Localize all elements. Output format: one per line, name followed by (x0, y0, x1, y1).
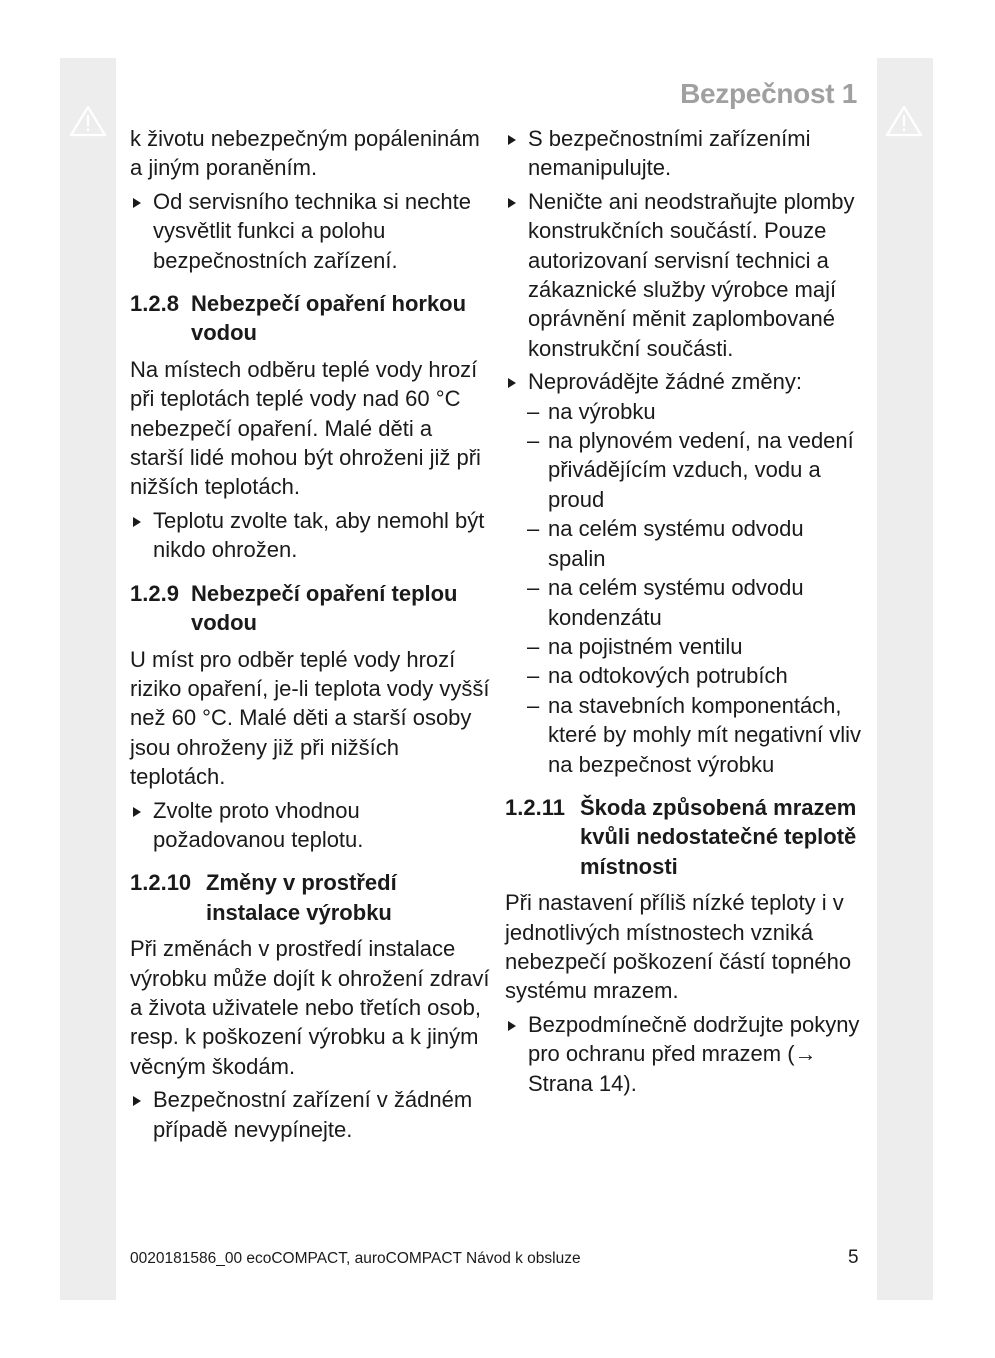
instruction-bullet (505, 1010, 865, 1098)
section-number: 1.2.10 (130, 870, 192, 896)
instruction-bullet (130, 1085, 490, 1144)
section-paragraph: Při nastavení příliš nízké teploty i v jednotlivých místnostech vzniká nebezpečí poškození částí topného systému mrazem. (505, 890, 852, 1004)
dash-list-item (505, 573, 865, 632)
dash-item-text: na výrobku (548, 398, 656, 424)
warning-triangle-icon (68, 104, 108, 138)
instruction-bullet (130, 187, 490, 275)
dash-mark: – (527, 428, 540, 454)
section-title: Škoda způsobená mrazem kvůli nedostatečné teplotě místnosti (580, 794, 857, 879)
instruction-bullet (505, 187, 865, 363)
instruction-bullet (505, 124, 865, 183)
section-title: Nebezpečí opaření horkou vodou (191, 291, 467, 346)
bullet-arrow-icon (133, 198, 141, 208)
section-number: 1.2.9 (130, 580, 179, 606)
dash-mark: – (527, 692, 540, 718)
dash-list-item (505, 397, 865, 426)
dash-item-text: na pojistném ventilu (548, 633, 743, 659)
dash-list-item (505, 632, 865, 661)
warning-triangle-icon (884, 104, 924, 138)
bullet-text: Teplotu zvolte tak, aby nemohl být nikdo ohrožen. (153, 507, 485, 563)
section-heading-1-2-8 (130, 289, 490, 348)
right-column (505, 124, 865, 1102)
dash-item-text: na odtokových potrubích (548, 663, 788, 689)
dash-list-item (505, 514, 865, 573)
dash-item-text: na celém systému odvodu spalin (548, 516, 804, 571)
bullet-text: Bezpodmínečně dodržujte pokyny pro ochranu před mrazem (→ Strana 14). (528, 1011, 860, 1096)
intro-paragraph: k životu nebezpečným popáleninám a jiným poraněním. (130, 126, 480, 181)
dash-list-item (505, 691, 865, 779)
section-number: 1.2.11 (505, 794, 565, 820)
dash-mark: – (527, 398, 540, 424)
dash-item-text: na stavebních komponentách, které by mohly mít negativní vliv na bezpečnost výrobku (548, 692, 862, 777)
bullet-text: S bezpečnostními zařízeními nemanipulujte. (528, 126, 811, 181)
section-paragraph: Na místech odběru teplé vody hrozí při teplotách teplé vody nad 60 °C nebezpečí opaření. Malé děti a starší lidé mohou být ohroženi již při nižších teplotách. (130, 356, 481, 500)
bullet-arrow-icon (133, 1096, 141, 1106)
dash-mark: – (527, 575, 540, 601)
section-heading-1-2-10 (130, 868, 490, 927)
bullet-text: Bezpečnostní zařízení v žádném případě nevypínejte. (153, 1087, 473, 1142)
footer-document-id: 0020181586_00 ecoCOMPACT, auroCOMPACT Návod k obsluze (130, 1250, 581, 1267)
instruction-bullet (130, 796, 490, 855)
section-paragraph: Při změnách v prostředí instalace výrobku může dojít k ohrožení zdraví a života uživatele nebo třetích osob, resp. k poškození výrobku a k jiným věcným škodám. (130, 936, 490, 1079)
bullet-arrow-icon (508, 1021, 516, 1031)
section-number: 1.2.8 (130, 291, 179, 317)
section-heading-1-2-9 (130, 579, 490, 638)
dash-list-item (505, 661, 865, 690)
left-margin-strip (60, 58, 116, 1300)
bullet-arrow-icon (133, 807, 141, 817)
instruction-bullet (505, 367, 865, 396)
dash-mark: – (527, 633, 540, 659)
dash-list-item (505, 426, 865, 514)
dash-item-text: na plynovém vedení, na vedení přivádějícím vzduch, vodu a proud (548, 428, 854, 512)
section-title: Změny v prostředí instalace výrobku (206, 870, 397, 925)
page-number: 5 (848, 1247, 859, 1268)
bullet-arrow-icon (508, 378, 516, 388)
instruction-bullet (130, 506, 490, 565)
bullet-text: Od servisního technika si nechte vysvětlit funkci a polohu bezpečnostních zařízení. (153, 188, 471, 273)
bullet-text: Neničte ani neodstraňujte plomby konstrukčních součástí. Pouze autorizovaní servisní technici a zákaznické služby výrobce mají oprávnění měnit zaplombované konstrukční součásti. (528, 188, 855, 361)
page-header-title: Bezpečnost 1 (680, 78, 857, 109)
section-heading-1-2-11 (505, 793, 865, 881)
dash-item-text: na celém systému odvodu kondenzátu (548, 575, 804, 630)
bullet-text: Zvolte proto vhodnou požadovanou teplotu. (153, 797, 364, 852)
left-column (130, 124, 490, 1148)
dash-mark: – (527, 663, 540, 689)
right-margin-strip (877, 58, 933, 1300)
bullet-arrow-icon (508, 135, 516, 145)
section-title: Nebezpečí opaření teplou vodou (191, 580, 458, 636)
dash-mark: – (527, 516, 540, 542)
bullet-text: Neprovádějte žádné změny: (528, 369, 802, 395)
section-paragraph: U míst pro odběr teplé vody hrozí riziko opaření, je-li teplota vody vyšší než 60 °C. Malé děti a starší osoby jsou ohroženy již při nižších teplotách. (130, 646, 490, 790)
bullet-arrow-icon (508, 198, 516, 208)
bullet-arrow-icon (133, 517, 141, 527)
